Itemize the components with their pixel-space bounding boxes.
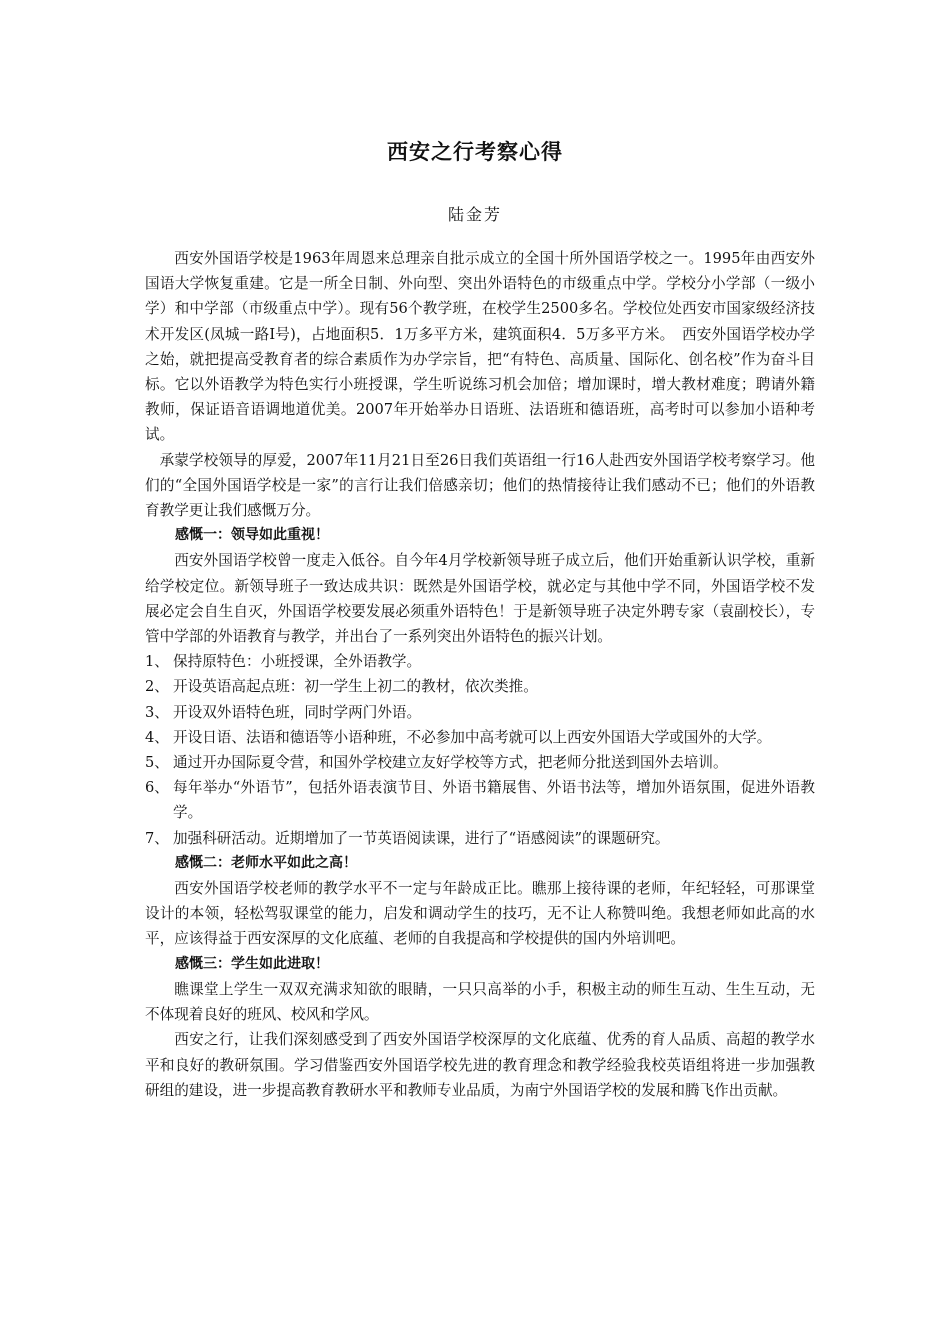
section-heading-2: 感慨二：老师水平如此之高！ bbox=[175, 854, 357, 871]
list-item-text: 通过开办国际夏令营，和国外学校建立友好学校等方式，把老师分批送到国外去培训。 bbox=[173, 754, 728, 772]
list-item-number: 2、 bbox=[145, 678, 169, 696]
conclusion-paragraph: 西安之行，让我们深刻感受到了西安外国语学校深厚的文化底蕴、优秀的育人品质、高超的教学水平和良好的教研氛围。学习借鉴西安外国语学校先进的教育理念和教学经验我校英语组将进一步加强教研组的建设，进一步提高教育教研水平和教师专业品质，为南宁外国语学校的发展和腾飞作出贡献。 bbox=[145, 1031, 815, 1099]
list-item-text: 保持原特色：小班授课，全外语教学。 bbox=[173, 653, 422, 671]
measure-list bbox=[145, 649, 815, 851]
list-item-number: 3、 bbox=[145, 703, 169, 721]
list-item-text: 开设日语、法语和德语等小语种班，不必参加中高考就可以上西安外国语大学或国外的大学。 bbox=[173, 728, 772, 746]
list-item bbox=[145, 775, 815, 825]
document-author: 陆金芳 bbox=[447, 205, 502, 224]
section-paragraph-2: 西安外国语学校老师的教学水平不一定与年龄成正比。瞧那上接待课的老师，年纪轻轻，可那课堂设计的本领，轻松驾驭课堂的能力，启发和调动学生的技巧，无不让人称赞叫绝。我想老师如此高的水平，应该得益于西安深厚的文化底蕴、老师的自我提高和学校提供的国内外培训吧。 bbox=[145, 880, 815, 948]
list-item-text: 每年举办“外语节”，包括外语表演节目、外语书籍展售、外语书法等，增加外语氛围，促进外语教学。 bbox=[173, 779, 815, 822]
section-heading-1: 感慨一：领导如此重视！ bbox=[175, 527, 329, 544]
intro-paragraph-2: 承蒙学校领导的厚爱，2007年11月21日至26日我们英语组一行16人赴西安外国语学校考察学习。他们的“全国外国语学校是一家”的言行让我们倍感亲切；他们的热情接待让我们感动不已；他们的外语教育教学更让我们感慨万分。 bbox=[145, 451, 815, 520]
list-item-number: 5、 bbox=[145, 754, 169, 772]
section-paragraph-3: 瞧课堂上学生一双双充满求知欲的眼睛，一只只高举的小手，积极主动的师生互动、生生互动，无不体现着良好的班风、校风和学风。 bbox=[145, 980, 815, 1024]
list-item-text: 加强科研活动。近期增加了一节英语阅读课，进行了“语感阅读”的课题研究。 bbox=[173, 829, 670, 847]
list-item-number: 4、 bbox=[145, 728, 169, 746]
list-item bbox=[145, 700, 815, 725]
section-paragraph-1: 西安外国语学校曾一度走入低谷。自今年4月学校新领导班子成立后，他们开始重新认识学校，重新给学校定位。新领导班子一致达成共识：既然是外国语学校，就必定与其他中学不同，外国语学校不发展必定会自生自灭，外国语学校要发展必须重外语特色！于是新领导班子决定外聘专家（袁副校长），专管中学部的外语教育与教学，并出台了一系列突出外语特色的振兴计划。 bbox=[145, 552, 815, 646]
list-item bbox=[145, 750, 815, 775]
list-item bbox=[145, 649, 815, 674]
section-heading-3: 感慨三：学生如此进取！ bbox=[175, 955, 329, 972]
intro-paragraph-1: 西安外国语学校是1963年周恩来总理亲自批示成立的全国十所外国语学校之一。1995年由西安外国语大学恢复重建。它是一所全日制、外向型、突出外语特色的市级重点中学。学校分小学部（一级小学）和中学部（市级重点中学）。现有56个教学班，在校学生2500多名。学校位处西安市国家级经济技术开发区(凤城一路Ⅰ号)，占地面积5．1万多平方米，建筑面积4．5万多平方米。 西安外国语学校办学之始，就把提高受教育者的综合素质作为办学宗旨，把“有特色、高质量、国际化、创名校”作为奋斗目标。它以外语教学为特色实行小班授课，学生听说练习机会加倍；增加课时，增大教材难度；聘请外籍教师，保证语音语调地道优美。2007年开始举办日语班、法语班和德语班，高考时可以参加小语种考试。 bbox=[145, 250, 815, 444]
list-item-number: 6、 bbox=[145, 779, 169, 797]
list-item-text: 开设英语高起点班：初一学生上初二的教材，依次类推。 bbox=[173, 678, 538, 696]
list-item bbox=[145, 725, 815, 750]
list-item-text: 开设双外语特色班，同时学两门外语。 bbox=[173, 703, 422, 721]
list-item bbox=[145, 826, 815, 851]
list-item bbox=[145, 674, 815, 699]
list-item-number: 1、 bbox=[145, 653, 169, 671]
document-title: 西安之行考察心得 bbox=[387, 140, 563, 164]
document-body bbox=[145, 246, 815, 1103]
list-item-number: 7、 bbox=[145, 829, 169, 847]
